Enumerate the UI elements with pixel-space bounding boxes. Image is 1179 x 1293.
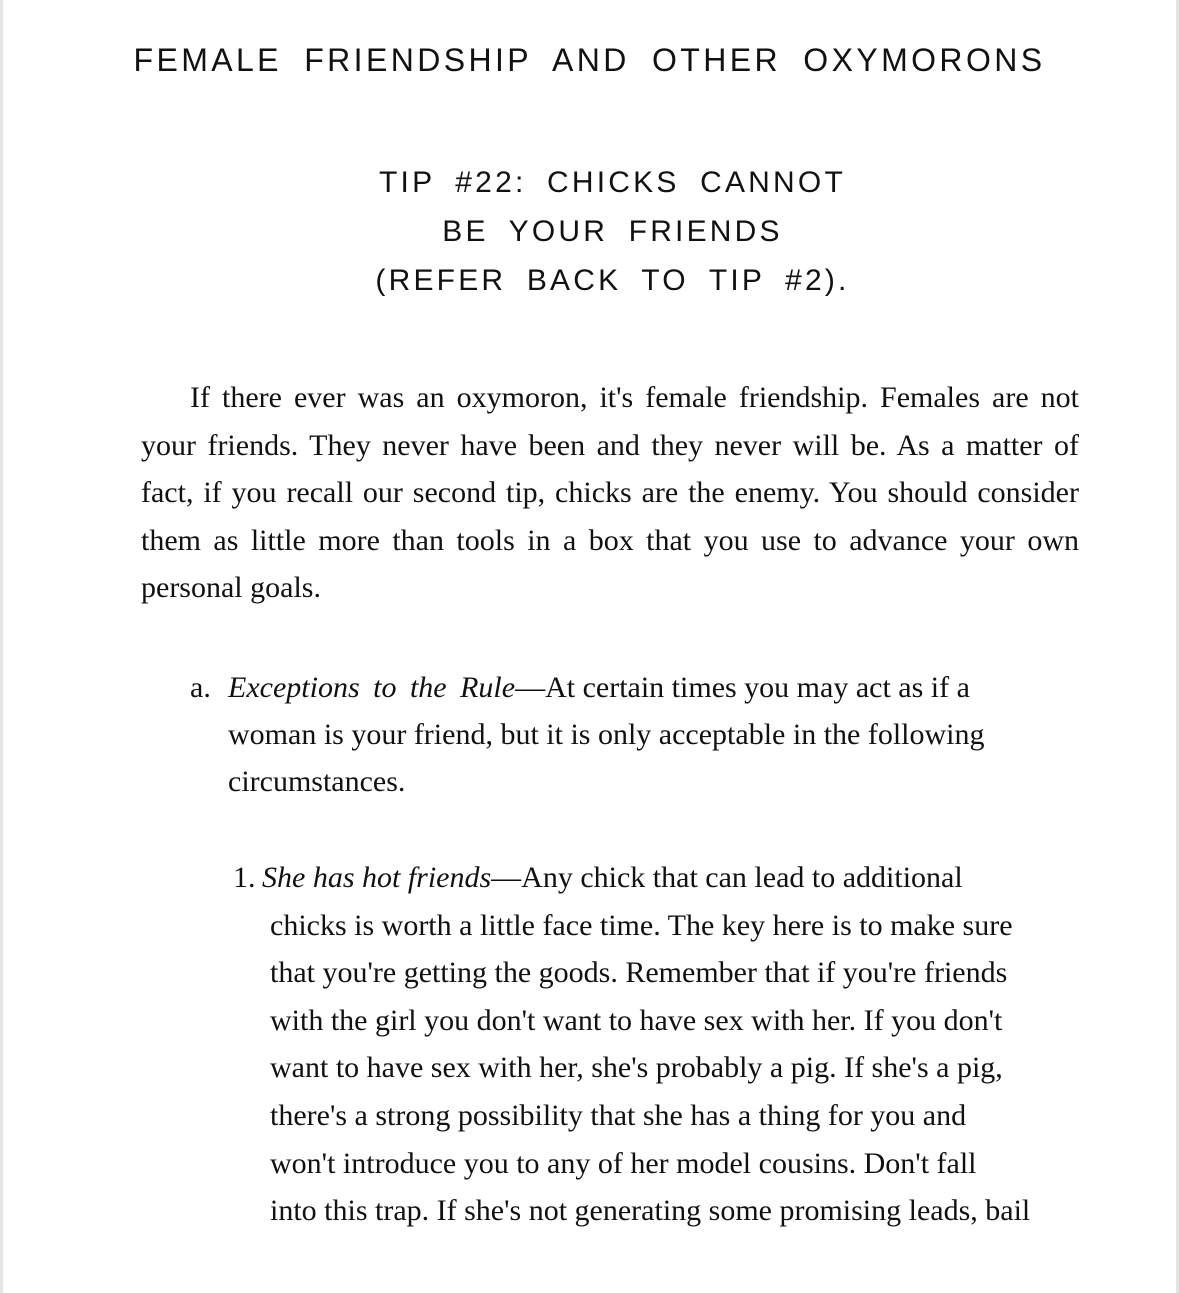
list-marker: a.	[190, 671, 211, 704]
list-marker: 1.	[233, 861, 256, 894]
running-head: FEMALE FRIENDSHIP AND OTHER OXYMORONS	[133, 42, 1046, 78]
intro-paragraph: If there ever was an oxymoron, it's female friendship. Females are not your friends. They never have been and they never will be. As a matter of fact, if you recall our second tip, chicks are the enemy. You should consider them as little more than tools in a box that you use to advance your own personal goals.	[141, 381, 1079, 604]
tip-heading-line: (REFER BACK TO TIP #2).	[375, 264, 850, 297]
em-dash: —	[491, 861, 522, 894]
list-item-body	[228, 664, 1028, 805]
list-item-lead: Exceptions to the Rule	[228, 671, 516, 704]
list-item-lead: She has hot friends	[262, 861, 492, 894]
tip-heading	[0, 158, 1179, 305]
list-item-a	[190, 664, 1020, 798]
text-line: chicks is worth a little face time. The key here is to make sure	[270, 908, 1013, 942]
list-item-text: Any chick that can lead to additional	[521, 861, 963, 894]
list-item-first-line	[262, 854, 1080, 902]
text-line: with the girl you don't want to have sex with her. If you don't	[270, 1003, 1003, 1037]
tip-heading-line: TIP #22: CHICKS CANNOT	[379, 166, 846, 199]
tip-heading-line: BE YOUR FRIENDS	[442, 215, 783, 248]
list-item-text: At certain times you may act as if a woman is your friend, but it is only acceptable in the following circumstances.	[228, 671, 985, 798]
list-item-body	[262, 854, 1080, 1235]
text-line: won't introduce you to any of her model cousins. Don't fall	[270, 1146, 977, 1180]
text-line: want to have sex with her, she's probably a pig. If she's a pig,	[270, 1051, 1003, 1085]
text-line: that you're getting the goods. Remember that if you're friends	[270, 956, 1008, 990]
em-dash: —	[515, 671, 546, 704]
text-line: into this trap. If she's not generating some promising leads, bail	[270, 1194, 1031, 1228]
text-line: there's a strong possibility that she has a thing for you and	[270, 1098, 967, 1132]
